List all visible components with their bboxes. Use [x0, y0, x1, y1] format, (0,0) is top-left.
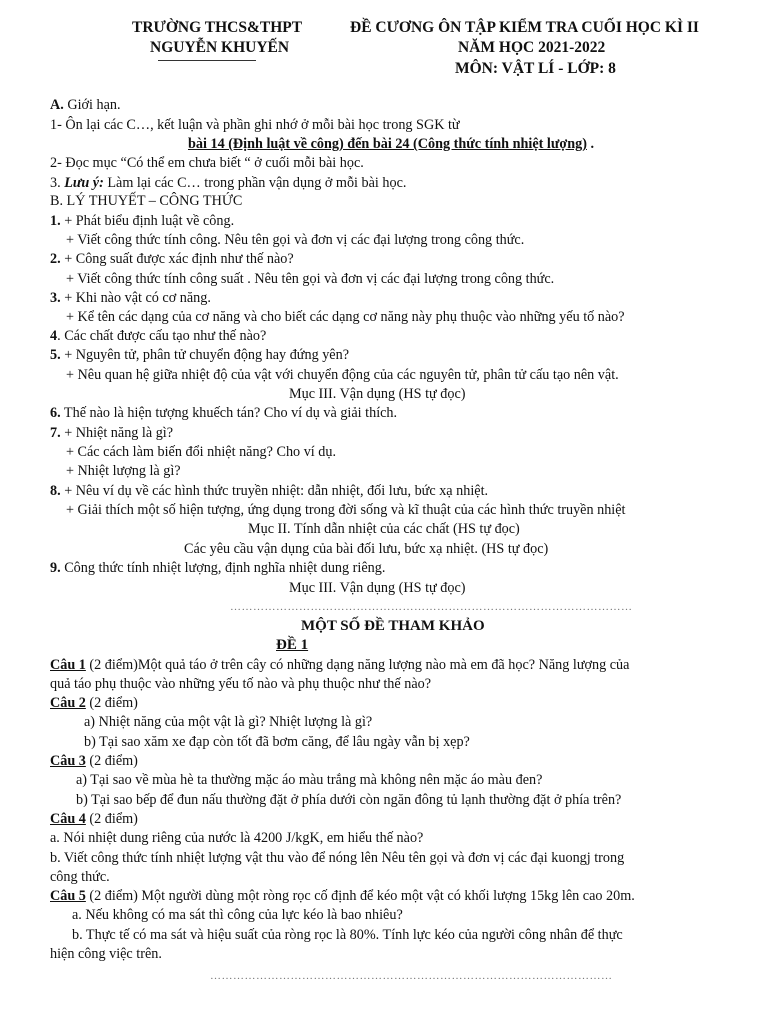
theory-item: + Nêu quan hệ giữa nhiệt độ của vật với chuyển động của các nguyên tử, phân tử cấu tạo nên vật. — [66, 367, 619, 383]
text-span: Câu 3 — [50, 753, 86, 769]
dotted-separator: …………………………………………………………………………………………… — [210, 970, 613, 982]
doc-title-line3: MÔN: VẬT LÍ - LỚP: 8 — [455, 60, 616, 77]
theory-item: + Giải thích một số hiện tượng, ứng dụng trong đời sống và kĩ thuật của các hình thức truyền nhiệt — [66, 502, 626, 518]
question-4a: a. Nói nhiệt dung riêng của nước là 4200 J/kgK, em hiểu thế nào? — [50, 830, 424, 846]
theory-note: Các yêu cầu vận dụng của bài đối lưu, bức xạ nhiệt. (HS tự đọc) — [184, 541, 549, 557]
text-span: (2 điểm) — [85, 753, 138, 769]
school-name-line1: TRƯỜNG THCS&THPT — [132, 19, 303, 36]
question-1-cont: quả táo phụ thuộc vào những yếu tố nào và phụ thuộc như thế nào? — [50, 676, 432, 692]
text-span: 4 — [50, 328, 58, 344]
question-1 — [50, 656, 629, 675]
theory-item: + Các cách làm biến đổi nhiệt năng? Cho ví dụ. — [66, 444, 337, 460]
text-span: Câu 5 — [50, 888, 86, 904]
theory-item: + Kể tên các dạng của cơ năng và cho biết các dạng cơ năng này phụ thuộc vào những yếu tố nào? — [66, 309, 625, 325]
text-span: Lưu ý: — [64, 175, 104, 191]
text-span: Giới hạn. — [63, 97, 121, 113]
question-5b: b. Thực tế có ma sát và hiệu suất của ròng rọc là 80%. Tính lực kéo của người công nhân để thực — [72, 927, 623, 943]
section-a-line1: 1- Ôn lại các C…, kết luận và phần ghi nhớ ở mỗi bài học trong SGK từ — [50, 117, 460, 133]
text-span: Câu 4 — [50, 811, 86, 827]
theory-item — [50, 327, 266, 346]
text-span: 5. — [50, 347, 61, 363]
text-span: 7. — [50, 425, 61, 441]
ref-subtitle: ĐỀ 1 — [276, 637, 309, 653]
text-span: Làm lại các C… trong phần vận dụng ở mỗi bài học. — [103, 175, 407, 191]
text-span: 2. — [50, 251, 61, 267]
question-5a: a. Nếu không có ma sát thì công của lực kéo là bao nhiêu? — [72, 907, 403, 923]
text-span: 3. — [50, 290, 61, 306]
text-span: Công thức tính nhiệt lượng, định nghĩa nhiệt dung riêng. — [60, 560, 386, 576]
theory-item — [50, 346, 349, 365]
theory-item — [50, 404, 397, 423]
text-span: (2 điểm) — [85, 811, 138, 827]
text-span: 1. — [50, 213, 61, 229]
doc-title-line1: ĐỀ CƯƠNG ÔN TẬP KIỂM TRA CUỐI HỌC KÌ II — [350, 19, 699, 36]
theory-item: + Viết công thức tính công. Nêu tên gọi và đơn vị các đại lượng trong công thức. — [66, 232, 525, 248]
text-span: (2 điểm)Một quả táo ở trên cây có những dạng năng lượng nào mà em đã học? Năng lượng của — [85, 657, 630, 673]
header-underline — [158, 60, 256, 61]
theory-item: + Nhiệt lượng là gì? — [66, 463, 181, 479]
theory-item — [50, 212, 234, 231]
theory-item: + Viết công thức tính công suất . Nêu tên gọi và đơn vị các đại lượng trong công thức. — [66, 271, 555, 287]
text-span: + Nêu ví dụ về các hình thức truyền nhiệt: dẫn nhiệt, đối lưu, bức xạ nhiệt. — [60, 483, 489, 499]
question-2b: b) Tại sao xăm xe đạp còn tốt đã bơm căng, để lâu ngày vẫn bị xẹp? — [84, 734, 470, 750]
question-5b-cont: hiện công việc trên. — [50, 946, 162, 962]
section-a-line2 — [188, 135, 594, 154]
text-span: 9. — [50, 560, 61, 576]
theory-note: Mục II. Tính dẫn nhiệt của các chất (HS tự đọc) — [248, 521, 520, 537]
text-span: + Nguyên tử, phân tử chuyển động hay đứng yên? — [60, 347, 349, 363]
text-span: (2 điểm) — [85, 695, 138, 711]
question-4b: b. Viết công thức tính nhiệt lượng vật thu vào để nóng lên Nêu tên gọi và đơn vị các đại kuongj trong — [50, 850, 625, 866]
doc-title-line2: NĂM HỌC 2021-2022 — [458, 39, 606, 56]
ref-title: MỘT SỐ ĐỀ THAM KHẢO — [301, 618, 485, 634]
section-b-heading: B. LÝ THUYẾT – CÔNG THỨC — [50, 193, 243, 209]
question-4 — [50, 810, 138, 829]
text-span: . Các chất được cấu tạo như thế nào? — [57, 328, 267, 344]
text-span: Câu 1 — [50, 657, 86, 673]
question-2a: a) Nhiệt năng của một vật là gì? Nhiệt lượng là gì? — [84, 714, 373, 730]
question-3 — [50, 752, 138, 771]
text-span: bài 14 (Định luật về công) đến bài 24 (Công thức tính nhiệt lượng) — [188, 136, 587, 152]
dotted-separator: …………………………………………………………………………………………… — [230, 601, 633, 613]
question-3a: a) Tại sao về mùa hè ta thường mặc áo màu trắng mà không nên mặc áo màu đen? — [76, 772, 543, 788]
text-span: + Phát biểu định luật về công. — [60, 213, 235, 229]
section-a-line3: 2- Đọc mục “Có thể em chưa biết “ ở cuối mỗi bài học. — [50, 155, 364, 171]
text-span: (2 điểm) Một người dùng một ròng rọc cố định để kéo một vật có khối lượng 15kg lên cao 20m. — [85, 888, 635, 904]
theory-note: Mục III. Vận dụng (HS tự đọc) — [289, 580, 466, 596]
text-span: . — [586, 136, 595, 152]
section-a-heading — [50, 96, 121, 115]
section-a-line4 — [50, 174, 406, 193]
theory-item — [50, 482, 488, 501]
text-span: 6. — [50, 405, 61, 421]
text-span: A. — [50, 97, 64, 113]
text-span: 8. — [50, 483, 61, 499]
question-3b: b) Tại sao bếp để đun nấu thường đặt ở phía dưới còn ngăn đông tủ lạnh thường đặt ở phía trên? — [76, 792, 622, 808]
theory-item — [50, 250, 294, 269]
theory-item — [50, 289, 211, 308]
text-span: 3. — [50, 175, 65, 191]
theory-item — [50, 559, 385, 578]
text-span: + Công suất được xác định như thế nào? — [60, 251, 294, 267]
school-name-line2: NGUYỄN KHUYẾN — [150, 39, 290, 56]
question-5 — [50, 887, 635, 906]
text-span: Thế nào là hiện tượng khuếch tán? Cho ví dụ và giải thích. — [60, 405, 398, 421]
question-2 — [50, 694, 138, 713]
text-span: + Nhiệt năng là gì? — [60, 425, 174, 441]
question-4b-cont: công thức. — [50, 869, 110, 885]
text-span: Câu 2 — [50, 695, 86, 711]
theory-note: Mục III. Vận dụng (HS tự đọc) — [289, 386, 466, 402]
text-span: + Khi nào vật có cơ năng. — [60, 290, 211, 306]
theory-item — [50, 424, 173, 443]
